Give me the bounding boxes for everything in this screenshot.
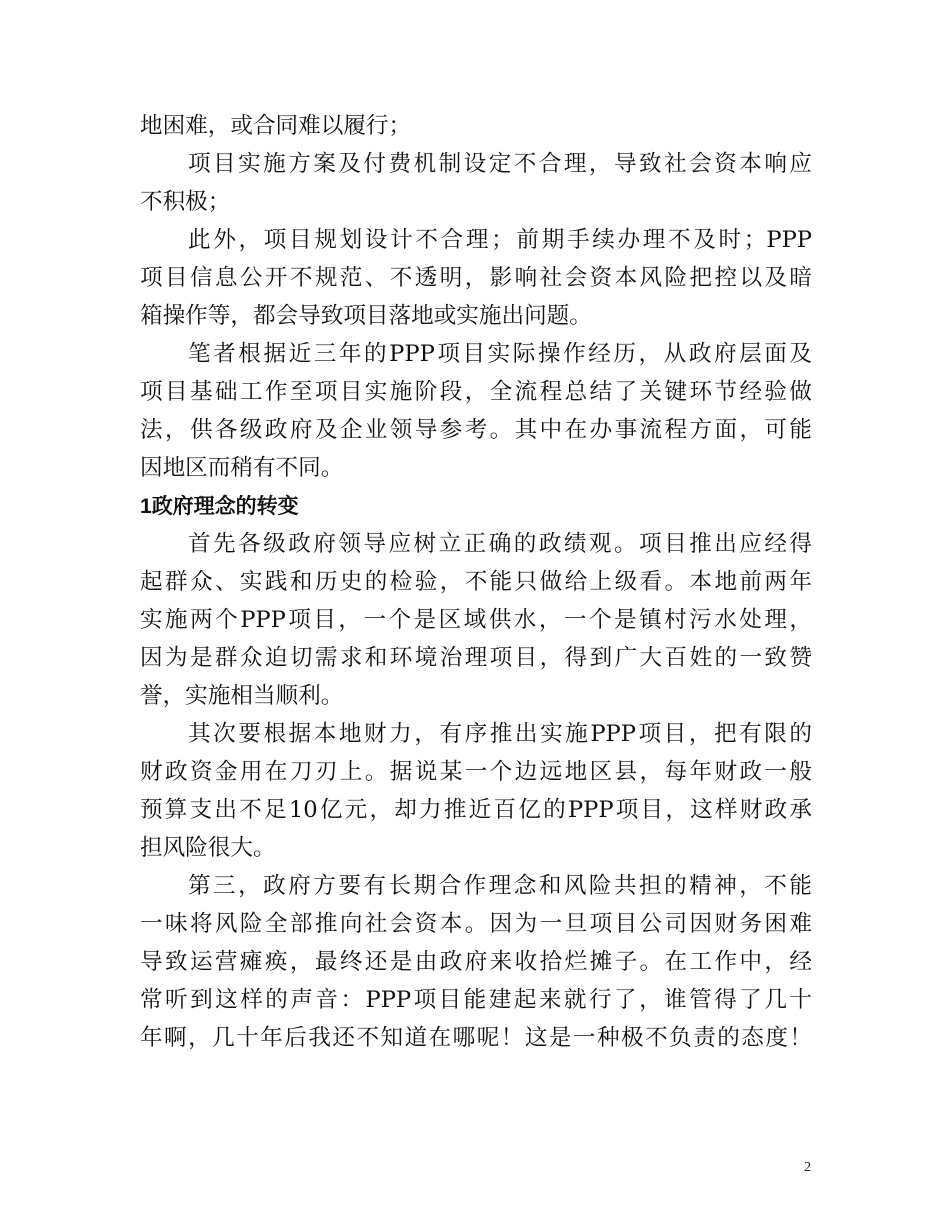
- text-line: 箱操作等，都会导致项目落地或实施出问题。: [140, 303, 592, 329]
- text-line: 一味将风险全部推向社会资本。因为一旦项目公司因财务困难: [140, 911, 812, 937]
- text-line: 法，供各级政府及企业领导参考。其中在办事流程方面，可能: [140, 417, 812, 443]
- page-number: 2: [804, 1160, 811, 1175]
- text-line: 地困难，或合同难以履行；: [140, 113, 412, 139]
- section-heading: [140, 487, 812, 525]
- text-line: 项目实施方案及付费机制设定不合理，导致社会资本响应: [188, 151, 812, 177]
- text-line: 因为是群众迫切需求和环境治理项目，得到广大百姓的一致赞: [140, 645, 812, 671]
- text-line: 此外，项目规划设计不合理；前期手续办理不及时；PPP: [188, 227, 812, 253]
- text-line: 常听到这样的声音：PPP项目能建起来就行了，谁管得了几十: [140, 987, 812, 1013]
- text-line: 首先各级政府领导应树立正确的政绩观。项目推出应经得: [188, 531, 812, 557]
- section-title: 政府理念的转变: [151, 493, 299, 518]
- text-line: 导致运营瘫痪，最终还是由政府来收拾烂摊子。在工作中，经: [140, 949, 812, 975]
- text-line: 担风险很大。: [140, 835, 276, 861]
- text-line: 项目信息公开不规范、不透明，影响社会资本风险把控以及暗: [140, 265, 812, 291]
- text-line: 起群众、实践和历史的检验，不能只做给上级看。本地前两年: [140, 569, 812, 595]
- text-line: 年啊，几十年后我还不知道在哪呢！这是一种极不负责的态度！: [140, 1025, 812, 1051]
- text-line: 预算支出不足10亿元，却力推近百亿的PPP项目，这样财政承: [140, 797, 812, 823]
- text-line: 项目基础工作至项目实施阶段，全流程总结了关键环节经验做: [140, 379, 812, 405]
- text-line: 因地区而稍有不同。: [140, 455, 344, 481]
- text-line: 其次要根据本地财力，有序推出实施PPP项目，把有限的: [188, 721, 812, 747]
- document-body: [140, 107, 812, 1057]
- text-line: 第三，政府方要有长期合作理念和风险共担的精神，不能: [188, 873, 812, 899]
- text-line: 笔者根据近三年的PPP项目实际操作经历，从政府层面及: [188, 341, 812, 367]
- text-line: 实施两个PPP项目，一个是区域供水，一个是镇村污水处理，: [140, 607, 812, 633]
- text-line: 不积极；: [140, 189, 231, 215]
- text-line: 财政资金用在刀刃上。据说某一个边远地区县，每年财政一般: [140, 759, 812, 785]
- text-line: 誉，实施相当顺利。: [140, 683, 344, 709]
- section-number: 1: [140, 495, 152, 518]
